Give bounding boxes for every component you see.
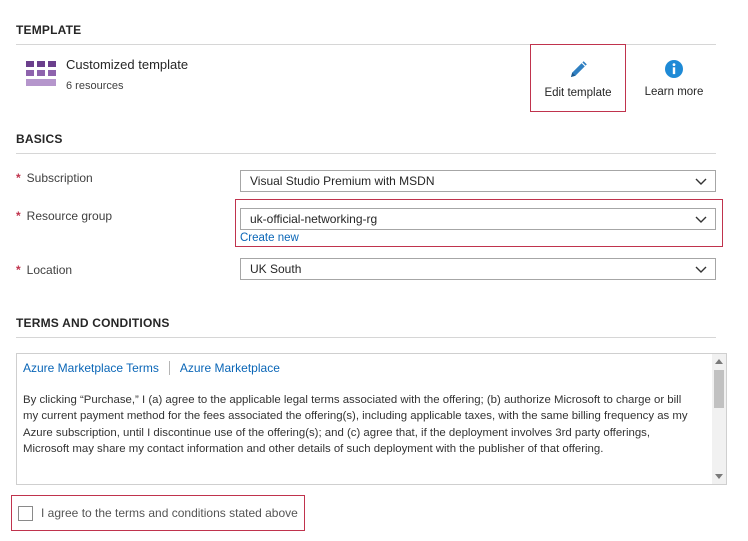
create-new-link[interactable]: Create new (240, 232, 299, 244)
required-mark: * (16, 263, 21, 277)
location-label-text: Location (26, 263, 73, 277)
required-mark: * (16, 171, 21, 185)
terms-scrollbar[interactable] (712, 354, 726, 484)
basics-section-title: BASICS (16, 132, 63, 146)
agree-terms-row[interactable] (11, 495, 305, 531)
template-section-title: TEMPLATE (16, 23, 82, 37)
chevron-down-icon (695, 213, 707, 225)
azure-marketplace-terms-link[interactable]: Azure Marketplace Terms (23, 361, 159, 375)
resource-group-label (16, 209, 112, 223)
subscription-label-text: Subscription (26, 171, 93, 185)
agree-terms-label: I agree to the terms and conditions stated above (41, 506, 298, 520)
agree-terms-checkbox[interactable] (18, 506, 33, 521)
terms-text: By clicking “Purchase,” I (a) agree to the applicable legal terms associated with the offering; (b) authorize Microsoft to charge or bill my current payment method for the fees associated the offering(s), including applicable taxes, with the same billing frequency as my Azure subscription, until I discontinue use of the offering(s); and (c) agree that, if the deployment involves 3rd party offerings, Microsoft may share my contact information and other details of such deployment with the publisher of that offering. (23, 394, 688, 456)
chevron-down-icon (695, 175, 707, 187)
template-resource-count: 6 resources (66, 80, 124, 92)
terms-box[interactable] (16, 353, 727, 485)
subscription-select[interactable] (240, 170, 716, 192)
template-grid-icon (26, 61, 56, 89)
learn-more-button[interactable] (636, 44, 712, 112)
learn-more-label: Learn more (644, 86, 704, 98)
scroll-up-arrow-icon[interactable] (715, 359, 723, 364)
terms-section-title: TERMS AND CONDITIONS (16, 316, 170, 330)
template-name: Customized template (66, 57, 189, 72)
terms-divider (16, 337, 716, 338)
required-mark: * (16, 209, 21, 223)
resource-group-label-text: Resource group (26, 209, 113, 223)
terms-links (23, 361, 280, 375)
edit-template-button[interactable] (530, 44, 626, 112)
edit-template-label: Edit template (544, 87, 612, 99)
scroll-thumb[interactable] (714, 370, 724, 408)
pencil-icon (567, 59, 589, 81)
resource-group-select[interactable] (240, 208, 716, 230)
location-select[interactable] (240, 258, 716, 280)
subscription-label (16, 171, 93, 185)
basics-divider (16, 153, 716, 154)
resource-group-value: uk-official-networking-rg (250, 212, 378, 226)
info-icon (663, 58, 685, 80)
azure-marketplace-link[interactable]: Azure Marketplace (179, 361, 280, 375)
link-separator (169, 361, 170, 375)
scroll-down-arrow-icon[interactable] (715, 474, 723, 479)
chevron-down-icon (695, 263, 707, 275)
location-label (16, 263, 72, 277)
location-value: UK South (250, 262, 302, 276)
subscription-value: Visual Studio Premium with MSDN (250, 174, 435, 188)
